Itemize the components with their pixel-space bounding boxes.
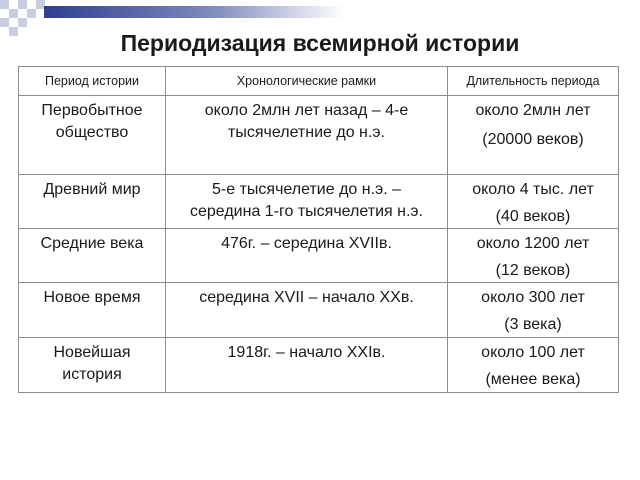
duration-cell [448, 96, 619, 175]
duration-cell [448, 175, 619, 229]
periodization-table [18, 66, 619, 393]
header-period: Период истории [19, 67, 166, 96]
chronology-cell [166, 96, 448, 175]
duration-cell [448, 283, 619, 338]
duration-line: (12 веков) [495, 262, 571, 279]
chronology-line: тысячелетние до н.э. [228, 124, 385, 141]
table-row [19, 96, 619, 175]
period-line: Новое время [43, 289, 141, 306]
period-line: Новейшая [53, 344, 131, 361]
period-cell [19, 338, 166, 393]
table-row [19, 229, 619, 283]
page-title: Периодизация всемирной истории [120, 30, 520, 56]
duration-line: (20000 веков) [482, 131, 584, 148]
period-line: общество [55, 124, 129, 141]
chronology-line: середина XVII – начало XXв. [199, 289, 414, 306]
period-line: Древний мир [43, 181, 141, 198]
period-cell [19, 96, 166, 175]
chronology-line: середина 1-го тысячелетия н.э. [189, 203, 423, 220]
table-row [19, 338, 619, 393]
duration-line: около 1200 лет [476, 235, 590, 252]
chronology-cell [166, 283, 448, 338]
chronology-line: 476г. – середина XVIIв. [221, 235, 392, 252]
duration-line: около 100 лет [481, 344, 585, 361]
duration-line: (3 века) [504, 316, 562, 333]
chronology-cell [166, 229, 448, 283]
table-row [19, 283, 619, 338]
period-cell [19, 229, 166, 283]
chronology-line: 1918г. – начало XXIв. [227, 344, 386, 361]
duration-line: (40 веков) [495, 208, 571, 225]
chronology-cell [166, 175, 448, 229]
chronology-line: 5-е тысячелетие до н.э. – [212, 181, 401, 198]
duration-cell [448, 338, 619, 393]
table-header-row [19, 67, 619, 96]
chronology-cell [166, 338, 448, 393]
duration-cell [448, 229, 619, 283]
duration-line: около 4 тыс. лет [472, 181, 594, 198]
duration-line: около 300 лет [481, 289, 585, 306]
table-row [19, 175, 619, 229]
period-line: история [62, 366, 122, 383]
period-cell [19, 283, 166, 338]
period-line: Первобытное [41, 102, 143, 119]
period-cell [19, 175, 166, 229]
header-duration: Длительность периода [448, 67, 619, 96]
chronology-line: около 2млн лет назад – 4-е [204, 102, 409, 119]
duration-line: (менее века) [485, 371, 581, 388]
duration-line: около 2млн лет [475, 102, 591, 119]
header-chronology: Хронологические рамки [166, 67, 448, 96]
period-line: Средние века [40, 235, 144, 252]
